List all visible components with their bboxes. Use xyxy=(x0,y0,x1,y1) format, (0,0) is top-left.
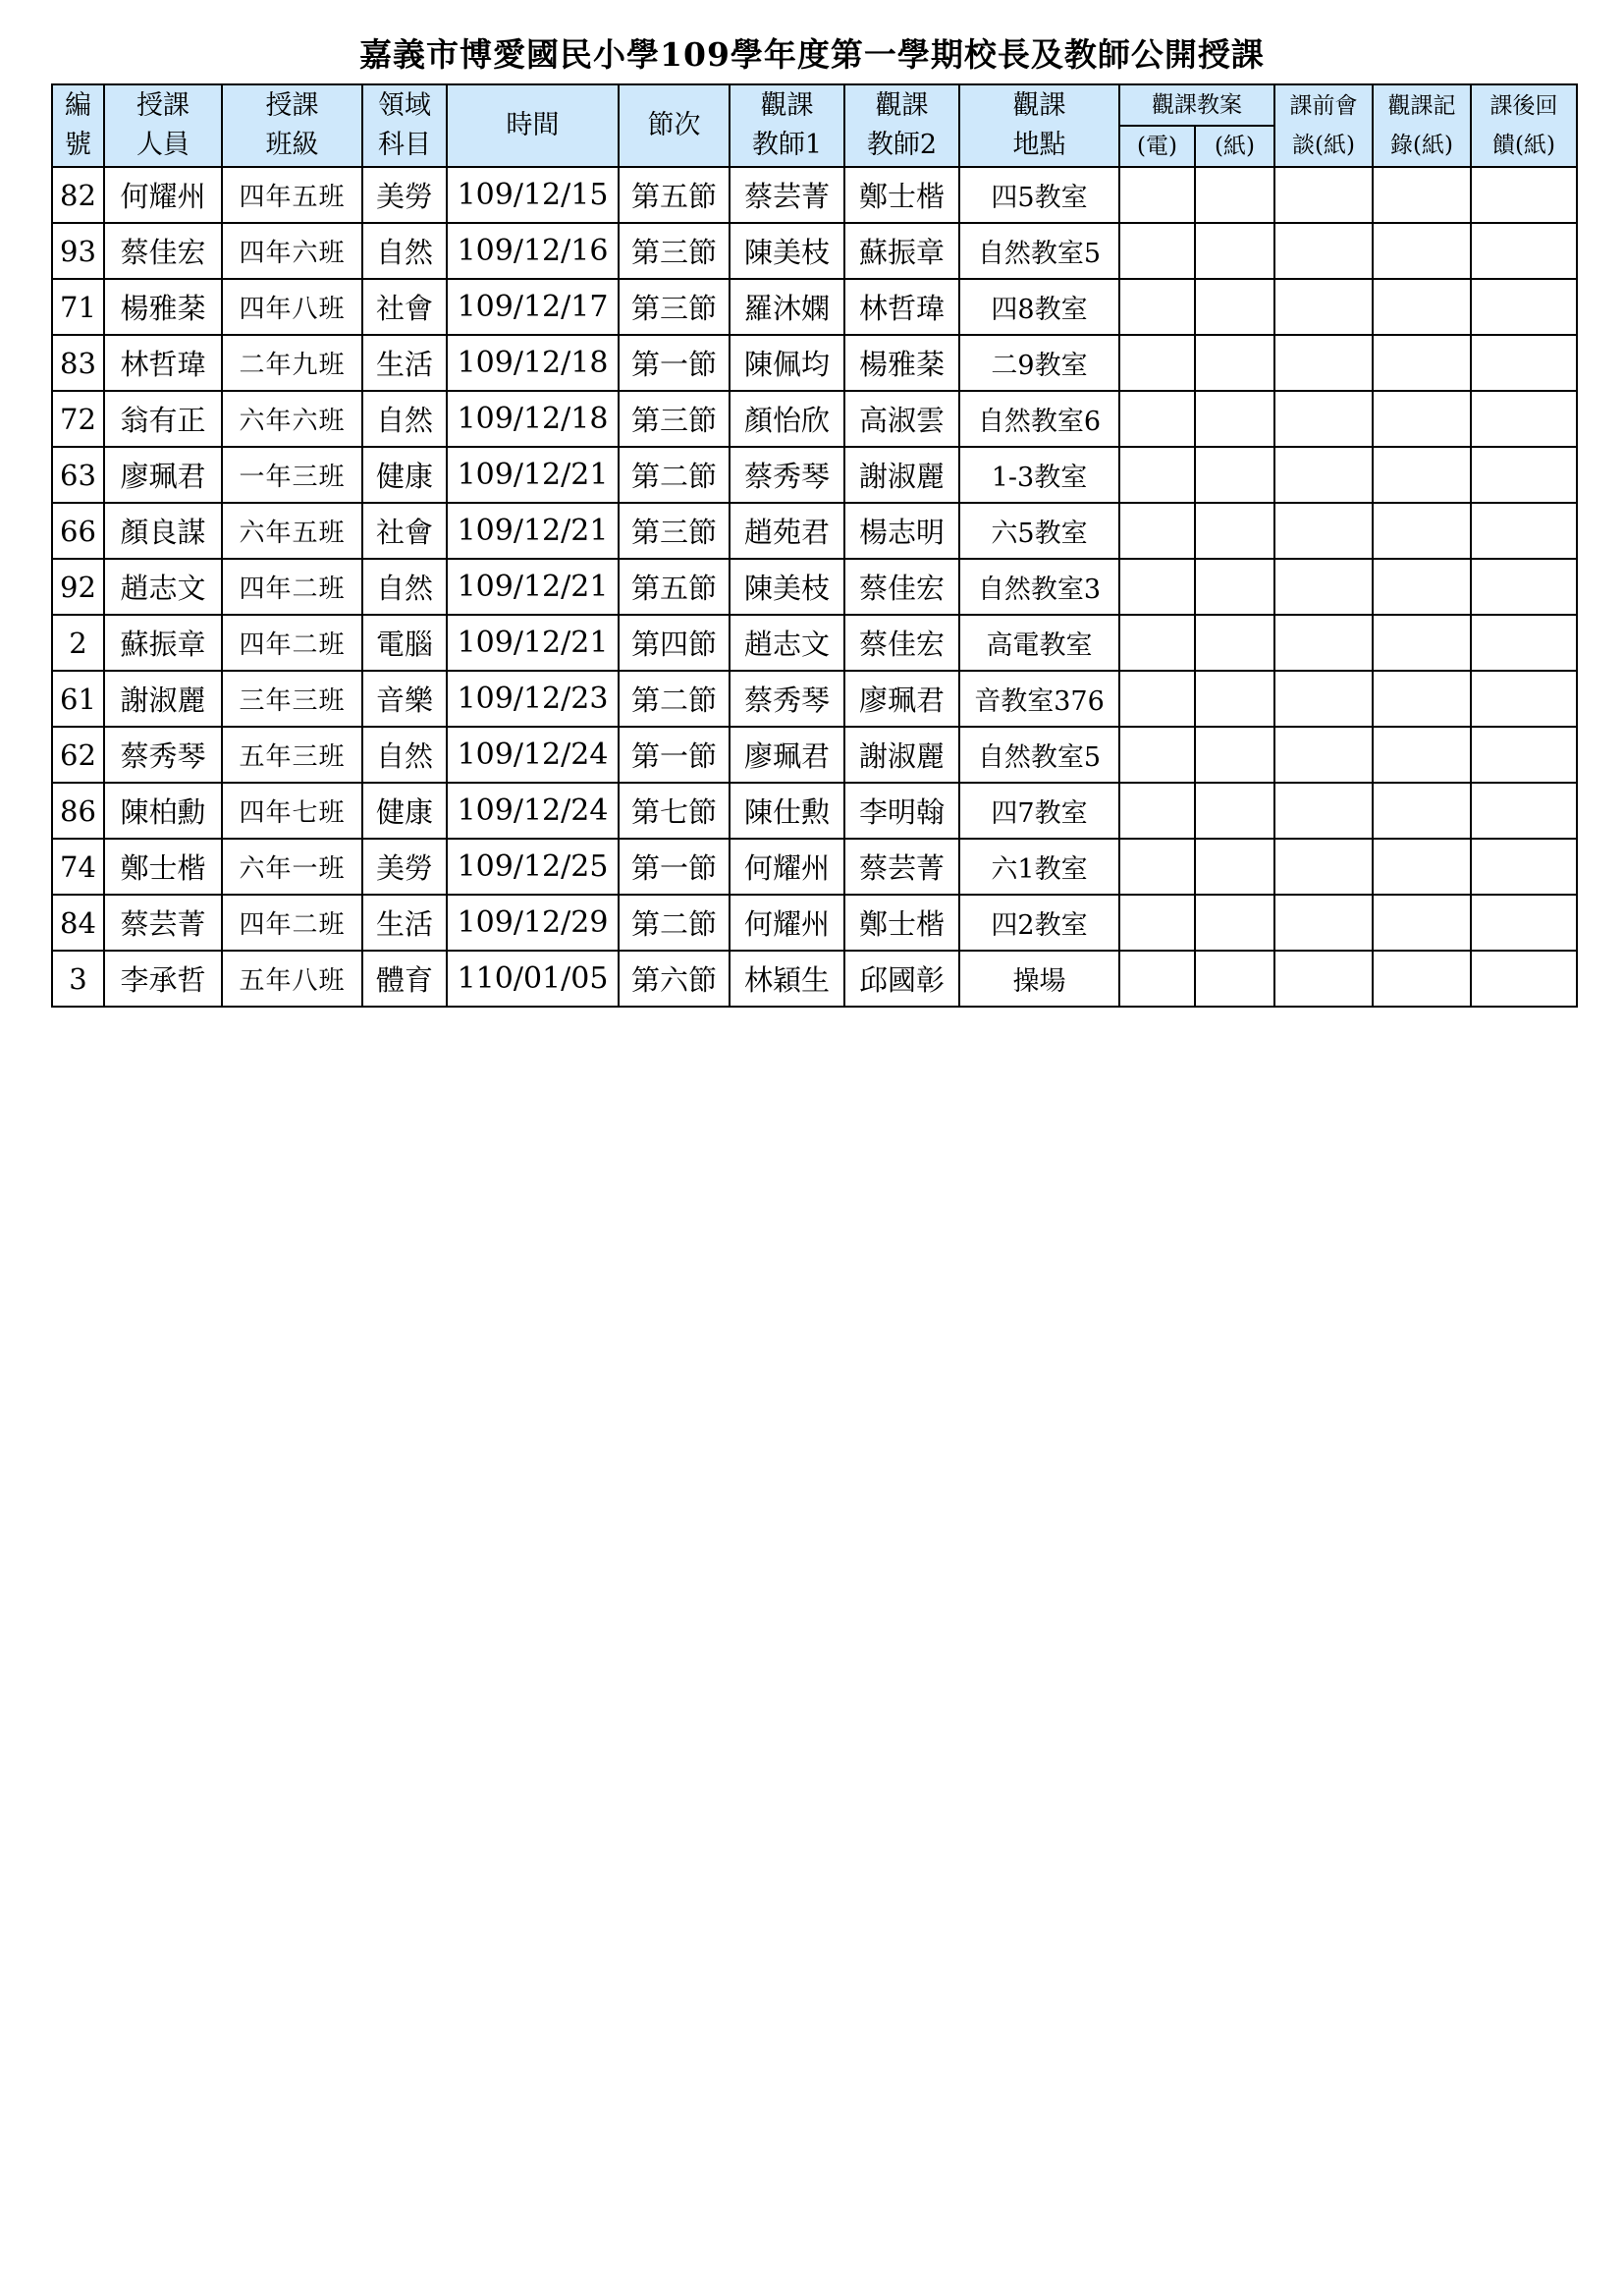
cell-plan-paper xyxy=(1195,895,1274,951)
cell-location: 六5教室 xyxy=(959,503,1119,559)
cell-date: 109/12/21 xyxy=(447,559,619,615)
cell-observer-2: 李明翰 xyxy=(844,783,959,839)
cell-plan-electronic xyxy=(1119,335,1195,391)
cell-observation-record xyxy=(1373,783,1471,839)
header-pre-conference: 課前會 談(紙) xyxy=(1274,84,1373,167)
cell-feedback xyxy=(1471,391,1577,447)
cell-plan-paper xyxy=(1195,951,1274,1007)
cell-observer-2: 邱國彰 xyxy=(844,951,959,1007)
cell-no: 61 xyxy=(52,671,104,727)
cell-plan-paper xyxy=(1195,335,1274,391)
cell-plan-paper xyxy=(1195,727,1274,783)
cell-pre-conference xyxy=(1274,895,1373,951)
cell-subject: 健康 xyxy=(362,783,447,839)
cell-no: 63 xyxy=(52,447,104,503)
cell-location: 操場 xyxy=(959,951,1119,1007)
cell-no: 72 xyxy=(52,391,104,447)
cell-observation-record xyxy=(1373,615,1471,671)
cell-location: 1-3教室 xyxy=(959,447,1119,503)
cell-observer-1: 林穎生 xyxy=(730,951,844,1007)
cell-observation-record xyxy=(1373,503,1471,559)
cell-observer-1: 何耀州 xyxy=(730,839,844,895)
cell-subject: 自然 xyxy=(362,223,447,279)
cell-location: 自然教室5 xyxy=(959,727,1119,783)
cell-class: 四年八班 xyxy=(222,279,362,335)
cell-plan-paper xyxy=(1195,615,1274,671)
cell-teacher: 陳柏勳 xyxy=(104,783,222,839)
table-row xyxy=(52,503,1577,559)
cell-feedback xyxy=(1471,839,1577,895)
cell-observer-1: 蔡芸菁 xyxy=(730,167,844,223)
schedule-table xyxy=(51,83,1578,1008)
cell-date: 109/12/18 xyxy=(447,391,619,447)
cell-plan-electronic xyxy=(1119,951,1195,1007)
cell-no: 66 xyxy=(52,503,104,559)
cell-class: 四年七班 xyxy=(222,783,362,839)
cell-observer-2: 謝淑麗 xyxy=(844,727,959,783)
cell-location: 高電教室 xyxy=(959,615,1119,671)
cell-subject: 生活 xyxy=(362,895,447,951)
cell-feedback xyxy=(1471,783,1577,839)
cell-observer-1: 陳美枝 xyxy=(730,559,844,615)
cell-pre-conference xyxy=(1274,839,1373,895)
table-row xyxy=(52,335,1577,391)
cell-plan-electronic xyxy=(1119,671,1195,727)
cell-plan-electronic xyxy=(1119,223,1195,279)
table-row xyxy=(52,671,1577,727)
cell-no: 71 xyxy=(52,279,104,335)
cell-date: 109/12/21 xyxy=(447,503,619,559)
cell-teacher: 蔡佳宏 xyxy=(104,223,222,279)
cell-subject: 健康 xyxy=(362,447,447,503)
cell-plan-paper xyxy=(1195,167,1274,223)
cell-pre-conference xyxy=(1274,279,1373,335)
cell-date: 109/12/29 xyxy=(447,895,619,951)
cell-teacher: 何耀州 xyxy=(104,167,222,223)
cell-subject: 音樂 xyxy=(362,671,447,727)
cell-location: 音教室376 xyxy=(959,671,1119,727)
cell-period: 第三節 xyxy=(619,391,730,447)
cell-plan-electronic xyxy=(1119,895,1195,951)
cell-feedback xyxy=(1471,951,1577,1007)
cell-pre-conference xyxy=(1274,335,1373,391)
cell-observation-record xyxy=(1373,895,1471,951)
table-body xyxy=(52,167,1577,1007)
cell-plan-paper xyxy=(1195,671,1274,727)
cell-class: 六年六班 xyxy=(222,391,362,447)
cell-period: 第五節 xyxy=(619,559,730,615)
cell-plan-paper xyxy=(1195,279,1274,335)
table-row xyxy=(52,223,1577,279)
cell-pre-conference xyxy=(1274,167,1373,223)
cell-class: 六年五班 xyxy=(222,503,362,559)
cell-period: 第三節 xyxy=(619,503,730,559)
cell-teacher: 顏良謀 xyxy=(104,503,222,559)
header-feedback: 課後回 饋(紙) xyxy=(1471,84,1577,167)
cell-teacher: 蔡芸菁 xyxy=(104,895,222,951)
cell-observation-record xyxy=(1373,951,1471,1007)
cell-subject: 生活 xyxy=(362,335,447,391)
cell-plan-paper xyxy=(1195,447,1274,503)
header-plan-electronic: (電) xyxy=(1119,126,1195,167)
cell-subject: 自然 xyxy=(362,727,447,783)
cell-period: 第三節 xyxy=(619,223,730,279)
cell-feedback xyxy=(1471,615,1577,671)
cell-class: 四年二班 xyxy=(222,559,362,615)
table-row xyxy=(52,895,1577,951)
cell-feedback xyxy=(1471,447,1577,503)
cell-plan-electronic xyxy=(1119,503,1195,559)
cell-no: 2 xyxy=(52,615,104,671)
header-teacher: 授課 人員 xyxy=(104,84,222,167)
cell-pre-conference xyxy=(1274,783,1373,839)
header-observer-1: 觀課 教師1 xyxy=(730,84,844,167)
table-row xyxy=(52,391,1577,447)
cell-observer-2: 楊志明 xyxy=(844,503,959,559)
cell-plan-paper xyxy=(1195,503,1274,559)
cell-plan-paper xyxy=(1195,559,1274,615)
cell-no: 84 xyxy=(52,895,104,951)
cell-observer-1: 陳仕勲 xyxy=(730,783,844,839)
cell-feedback xyxy=(1471,727,1577,783)
cell-class: 三年三班 xyxy=(222,671,362,727)
cell-pre-conference xyxy=(1274,951,1373,1007)
header-location: 觀課 地點 xyxy=(959,84,1119,167)
cell-period: 第六節 xyxy=(619,951,730,1007)
cell-plan-electronic xyxy=(1119,727,1195,783)
cell-feedback xyxy=(1471,335,1577,391)
cell-observation-record xyxy=(1373,671,1471,727)
cell-feedback xyxy=(1471,895,1577,951)
cell-observer-1: 蔡秀琴 xyxy=(730,671,844,727)
cell-observation-record xyxy=(1373,391,1471,447)
cell-teacher: 廖珮君 xyxy=(104,447,222,503)
cell-class: 四年六班 xyxy=(222,223,362,279)
header-class: 授課 班級 xyxy=(222,84,362,167)
cell-observer-1: 廖珮君 xyxy=(730,727,844,783)
table-row xyxy=(52,615,1577,671)
cell-teacher: 鄭士楷 xyxy=(104,839,222,895)
cell-feedback xyxy=(1471,167,1577,223)
cell-date: 109/12/24 xyxy=(447,727,619,783)
cell-feedback xyxy=(1471,223,1577,279)
cell-teacher: 楊雅棻 xyxy=(104,279,222,335)
header-period: 節次 xyxy=(619,84,730,167)
cell-date: 109/12/21 xyxy=(447,447,619,503)
header-plan-paper: (紙) xyxy=(1195,126,1274,167)
cell-date: 110/01/05 xyxy=(447,951,619,1007)
cell-period: 第二節 xyxy=(619,447,730,503)
cell-date: 109/12/24 xyxy=(447,783,619,839)
cell-observation-record xyxy=(1373,727,1471,783)
cell-location: 自然教室5 xyxy=(959,223,1119,279)
cell-observer-2: 廖珮君 xyxy=(844,671,959,727)
cell-teacher: 蘇振章 xyxy=(104,615,222,671)
cell-location: 四7教室 xyxy=(959,783,1119,839)
cell-location: 自然教室6 xyxy=(959,391,1119,447)
cell-teacher: 翁有正 xyxy=(104,391,222,447)
cell-observer-2: 蔡佳宏 xyxy=(844,615,959,671)
cell-period: 第一節 xyxy=(619,335,730,391)
cell-teacher: 林哲瑋 xyxy=(104,335,222,391)
cell-pre-conference xyxy=(1274,447,1373,503)
header-time: 時間 xyxy=(447,84,619,167)
cell-subject: 自然 xyxy=(362,559,447,615)
cell-subject: 美勞 xyxy=(362,167,447,223)
cell-subject: 自然 xyxy=(362,391,447,447)
cell-observer-2: 林哲瑋 xyxy=(844,279,959,335)
cell-observation-record xyxy=(1373,223,1471,279)
table-row xyxy=(52,783,1577,839)
cell-period: 第一節 xyxy=(619,839,730,895)
cell-class: 六年一班 xyxy=(222,839,362,895)
cell-class: 五年三班 xyxy=(222,727,362,783)
cell-no: 92 xyxy=(52,559,104,615)
table-row xyxy=(52,167,1577,223)
page-title: 嘉義市博愛國民小學109學年度第一學期校長及教師公開授課 xyxy=(359,35,1265,74)
cell-no: 62 xyxy=(52,727,104,783)
cell-teacher: 蔡秀琴 xyxy=(104,727,222,783)
cell-plan-electronic xyxy=(1119,615,1195,671)
cell-date: 109/12/15 xyxy=(447,167,619,223)
cell-observer-1: 顏怡欣 xyxy=(730,391,844,447)
cell-class: 四年二班 xyxy=(222,895,362,951)
header-subject: 領域 科目 xyxy=(362,84,447,167)
cell-plan-electronic xyxy=(1119,391,1195,447)
cell-observation-record xyxy=(1373,839,1471,895)
cell-no: 83 xyxy=(52,335,104,391)
cell-date: 109/12/18 xyxy=(447,335,619,391)
cell-date: 109/12/25 xyxy=(447,839,619,895)
cell-location: 四5教室 xyxy=(959,167,1119,223)
cell-feedback xyxy=(1471,503,1577,559)
cell-period: 第一節 xyxy=(619,727,730,783)
cell-class: 二年九班 xyxy=(222,335,362,391)
cell-period: 第二節 xyxy=(619,671,730,727)
cell-observation-record xyxy=(1373,447,1471,503)
cell-plan-paper xyxy=(1195,223,1274,279)
cell-pre-conference xyxy=(1274,391,1373,447)
cell-observer-2: 蔡佳宏 xyxy=(844,559,959,615)
cell-no: 86 xyxy=(52,783,104,839)
cell-period: 第三節 xyxy=(619,279,730,335)
header-no: 編 號 xyxy=(52,84,104,167)
cell-subject: 社會 xyxy=(362,279,447,335)
cell-date: 109/12/17 xyxy=(447,279,619,335)
table-row xyxy=(52,447,1577,503)
cell-period: 第七節 xyxy=(619,783,730,839)
cell-pre-conference xyxy=(1274,559,1373,615)
cell-location: 四2教室 xyxy=(959,895,1119,951)
cell-observer-1: 陳美枝 xyxy=(730,223,844,279)
cell-class: 四年五班 xyxy=(222,167,362,223)
table-row xyxy=(52,839,1577,895)
cell-class: 四年二班 xyxy=(222,615,362,671)
cell-observer-1: 陳佩均 xyxy=(730,335,844,391)
cell-observer-1: 趙志文 xyxy=(730,615,844,671)
cell-observation-record xyxy=(1373,335,1471,391)
cell-class: 五年八班 xyxy=(222,951,362,1007)
cell-subject: 美勞 xyxy=(362,839,447,895)
cell-observer-1: 羅沐嫻 xyxy=(730,279,844,335)
cell-teacher: 趙志文 xyxy=(104,559,222,615)
cell-pre-conference xyxy=(1274,615,1373,671)
cell-observer-2: 高淑雲 xyxy=(844,391,959,447)
cell-plan-paper xyxy=(1195,783,1274,839)
cell-observer-2: 楊雅棻 xyxy=(844,335,959,391)
cell-no: 74 xyxy=(52,839,104,895)
header-observation-record: 觀課記 錄(紙) xyxy=(1373,84,1471,167)
table-header xyxy=(52,84,1577,167)
cell-observer-2: 鄭士楷 xyxy=(844,895,959,951)
cell-class: 一年三班 xyxy=(222,447,362,503)
cell-location: 自然教室3 xyxy=(959,559,1119,615)
header-observer-2: 觀課 教師2 xyxy=(844,84,959,167)
table-row xyxy=(52,559,1577,615)
cell-feedback xyxy=(1471,559,1577,615)
cell-subject: 體育 xyxy=(362,951,447,1007)
table-row xyxy=(52,727,1577,783)
cell-period: 第二節 xyxy=(619,895,730,951)
cell-plan-electronic xyxy=(1119,839,1195,895)
cell-pre-conference xyxy=(1274,727,1373,783)
cell-pre-conference xyxy=(1274,503,1373,559)
table-row xyxy=(52,951,1577,1007)
cell-pre-conference xyxy=(1274,671,1373,727)
cell-date: 109/12/16 xyxy=(447,223,619,279)
cell-plan-paper xyxy=(1195,839,1274,895)
cell-no: 93 xyxy=(52,223,104,279)
cell-no: 3 xyxy=(52,951,104,1007)
cell-observation-record xyxy=(1373,279,1471,335)
cell-observer-1: 趙苑君 xyxy=(730,503,844,559)
cell-observer-2: 蔡芸菁 xyxy=(844,839,959,895)
cell-observer-2: 鄭士楷 xyxy=(844,167,959,223)
cell-observer-1: 何耀州 xyxy=(730,895,844,951)
cell-observer-2: 蘇振章 xyxy=(844,223,959,279)
cell-observation-record xyxy=(1373,559,1471,615)
cell-observation-record xyxy=(1373,167,1471,223)
cell-plan-paper xyxy=(1195,391,1274,447)
cell-period: 第四節 xyxy=(619,615,730,671)
cell-observer-2: 謝淑麗 xyxy=(844,447,959,503)
cell-pre-conference xyxy=(1274,223,1373,279)
cell-location: 二9教室 xyxy=(959,335,1119,391)
cell-feedback xyxy=(1471,279,1577,335)
cell-plan-electronic xyxy=(1119,559,1195,615)
cell-period: 第五節 xyxy=(619,167,730,223)
cell-location: 四8教室 xyxy=(959,279,1119,335)
table-row xyxy=(52,279,1577,335)
cell-subject: 電腦 xyxy=(362,615,447,671)
cell-plan-electronic xyxy=(1119,447,1195,503)
cell-teacher: 謝淑麗 xyxy=(104,671,222,727)
cell-date: 109/12/23 xyxy=(447,671,619,727)
cell-observer-1: 蔡秀琴 xyxy=(730,447,844,503)
cell-location: 六1教室 xyxy=(959,839,1119,895)
cell-subject: 社會 xyxy=(362,503,447,559)
cell-plan-electronic xyxy=(1119,783,1195,839)
cell-teacher: 李承哲 xyxy=(104,951,222,1007)
cell-feedback xyxy=(1471,671,1577,727)
cell-plan-electronic xyxy=(1119,279,1195,335)
header-lesson-plan: 觀課教案 xyxy=(1119,84,1274,126)
cell-plan-electronic xyxy=(1119,167,1195,223)
cell-date: 109/12/21 xyxy=(447,615,619,671)
cell-no: 82 xyxy=(52,167,104,223)
